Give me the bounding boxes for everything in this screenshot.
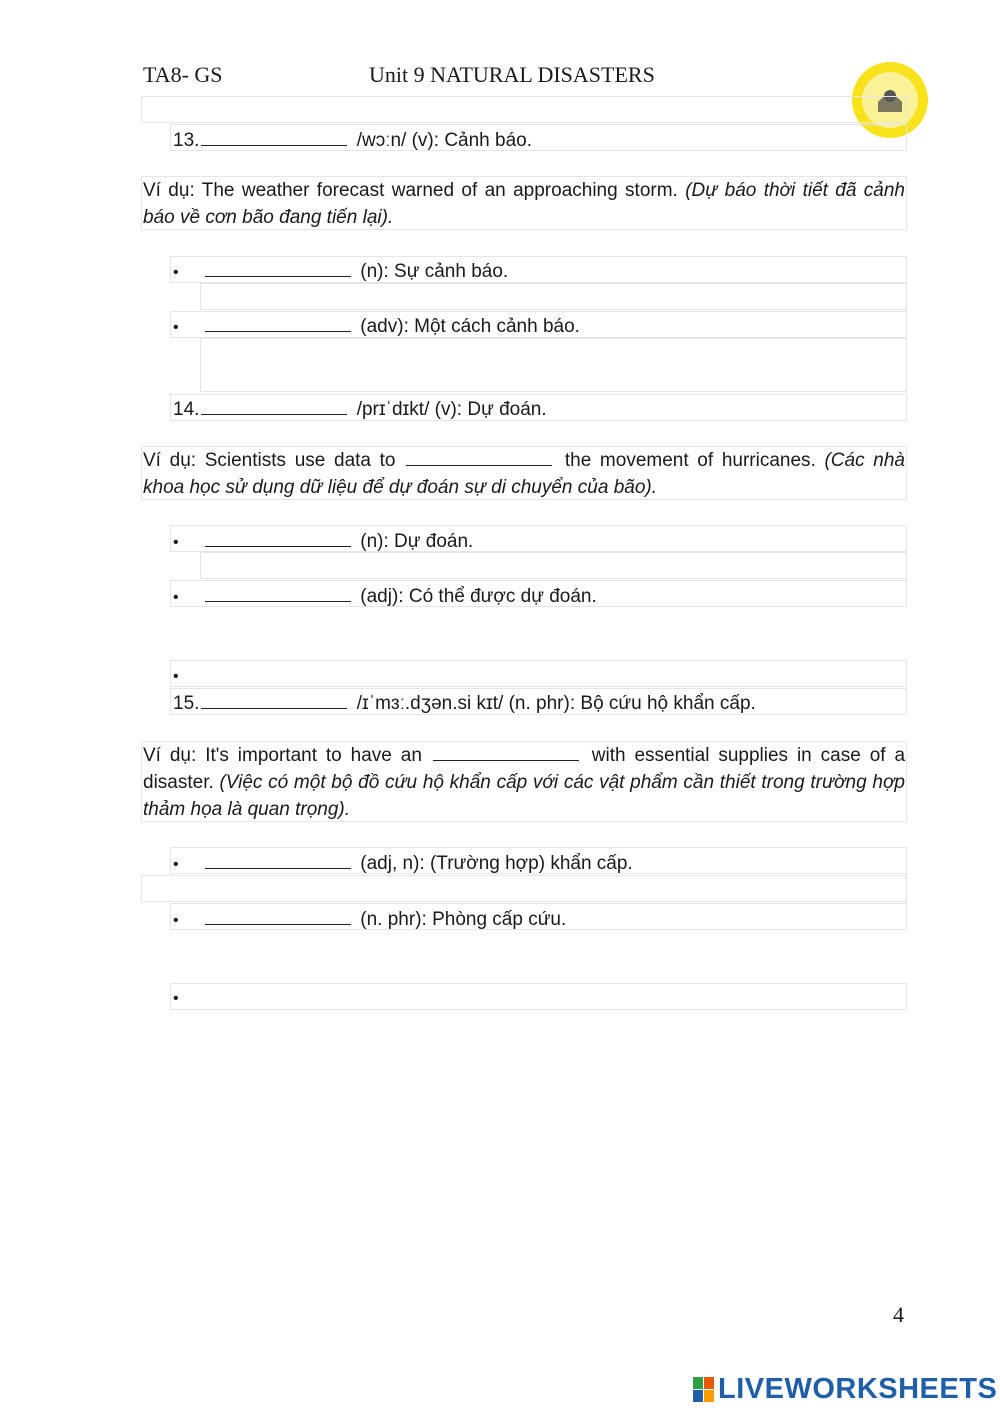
example-label: Ví dụ: bbox=[143, 450, 197, 471]
page-number: 4 bbox=[893, 1302, 904, 1327]
answer-blank[interactable] bbox=[205, 583, 351, 602]
example-text: with essential supplies in case of a disaster. bbox=[143, 745, 906, 793]
entry-number: 13. bbox=[173, 130, 200, 151]
footer-brand: LIVEWORKSHEETS bbox=[718, 1373, 998, 1405]
example-text: Scientists use data to bbox=[204, 450, 396, 471]
derivative-row bbox=[173, 528, 473, 555]
derivative-text: (adv): Một cách cảnh báo. bbox=[360, 316, 580, 337]
derivative-row bbox=[173, 583, 597, 610]
answer-blank[interactable] bbox=[201, 396, 347, 415]
example-label: Ví dụ: bbox=[143, 180, 195, 201]
answer-blank[interactable] bbox=[433, 742, 579, 761]
text-field[interactable] bbox=[200, 552, 907, 579]
example-13 bbox=[143, 177, 905, 231]
liveworksheets-logo bbox=[693, 1373, 997, 1406]
bullet: • bbox=[173, 912, 179, 929]
entry-13-row bbox=[173, 127, 532, 153]
header-course-code: TA8- GS bbox=[143, 62, 223, 87]
example-translation: (Việc có một bộ đồ cứu hộ khẩn cấp với các vật phẩm cần thiết trong trường hợp thảm họa là quan trọng). bbox=[143, 772, 906, 820]
example-translation: (Các nhà khoa học sử dụng dữ liệu để dự đoán sự di chuyển của bão). bbox=[143, 450, 905, 498]
example-text: It's important to have an bbox=[205, 745, 422, 766]
example-15 bbox=[143, 742, 905, 823]
bullet: • bbox=[173, 856, 179, 873]
derivative-row bbox=[173, 906, 566, 933]
bullet: • bbox=[173, 319, 179, 336]
answer-blank[interactable] bbox=[406, 447, 552, 466]
entry-definition: /ɪˈmɜː.dʒən.si kɪt/ (n. phr): Bộ cứu hộ khẩn cấp. bbox=[356, 693, 756, 714]
entry-definition: /wɔːn/ (v): Cảnh báo. bbox=[356, 130, 532, 151]
empty-bullet-row bbox=[173, 986, 203, 1011]
bullet: • bbox=[173, 264, 179, 281]
derivative-text: (n): Dự đoán. bbox=[360, 531, 474, 552]
bullet: • bbox=[173, 589, 179, 606]
example-14 bbox=[143, 447, 905, 501]
example-text: The weather forecast warned of an approaching storm. bbox=[201, 180, 678, 201]
text-field[interactable] bbox=[200, 338, 907, 392]
derivative-text: (adj, n): (Trường hợp) khẩn cấp. bbox=[360, 853, 633, 874]
text-field[interactable] bbox=[200, 283, 907, 310]
example-text: the movement of hurricanes. bbox=[564, 450, 816, 471]
entry-number: 15. bbox=[173, 693, 200, 714]
entry-14-row bbox=[173, 396, 547, 422]
text-field[interactable] bbox=[170, 983, 907, 1010]
derivative-text: (n. phr): Phòng cấp cứu. bbox=[360, 909, 567, 930]
derivative-row bbox=[173, 313, 580, 340]
answer-blank[interactable] bbox=[201, 127, 347, 146]
empty-bullet-row bbox=[173, 664, 203, 689]
derivative-row bbox=[173, 850, 633, 877]
entry-number: 14. bbox=[173, 399, 200, 420]
page-title: Unit 9 NATURAL DISASTERS bbox=[369, 62, 655, 87]
answer-blank[interactable] bbox=[205, 528, 351, 547]
derivative-row bbox=[173, 258, 508, 285]
text-field[interactable] bbox=[141, 875, 907, 902]
bullet: • bbox=[173, 534, 179, 551]
answer-blank[interactable] bbox=[205, 258, 351, 277]
entry-15-row bbox=[173, 690, 756, 716]
entry-definition: /prɪˈdɪkt/ (v): Dự đoán. bbox=[356, 399, 547, 420]
derivative-text: (n): Sự cảnh báo. bbox=[360, 261, 509, 282]
derivative-text: (adj): Có thể được dự đoán. bbox=[360, 586, 597, 607]
answer-blank[interactable] bbox=[205, 906, 351, 925]
bullet: • bbox=[173, 990, 179, 1007]
example-label: Ví dụ: bbox=[143, 745, 197, 766]
bullet: • bbox=[173, 668, 179, 685]
text-field[interactable] bbox=[170, 660, 907, 687]
answer-blank[interactable] bbox=[205, 850, 351, 869]
text-field[interactable] bbox=[141, 96, 907, 123]
answer-blank[interactable] bbox=[201, 690, 347, 709]
example-translation: (Dự báo thời tiết đã cảnh báo về cơn bão đang tiến lại). bbox=[143, 180, 905, 228]
live-blocks-icon bbox=[693, 1377, 715, 1403]
answer-blank[interactable] bbox=[205, 313, 351, 332]
